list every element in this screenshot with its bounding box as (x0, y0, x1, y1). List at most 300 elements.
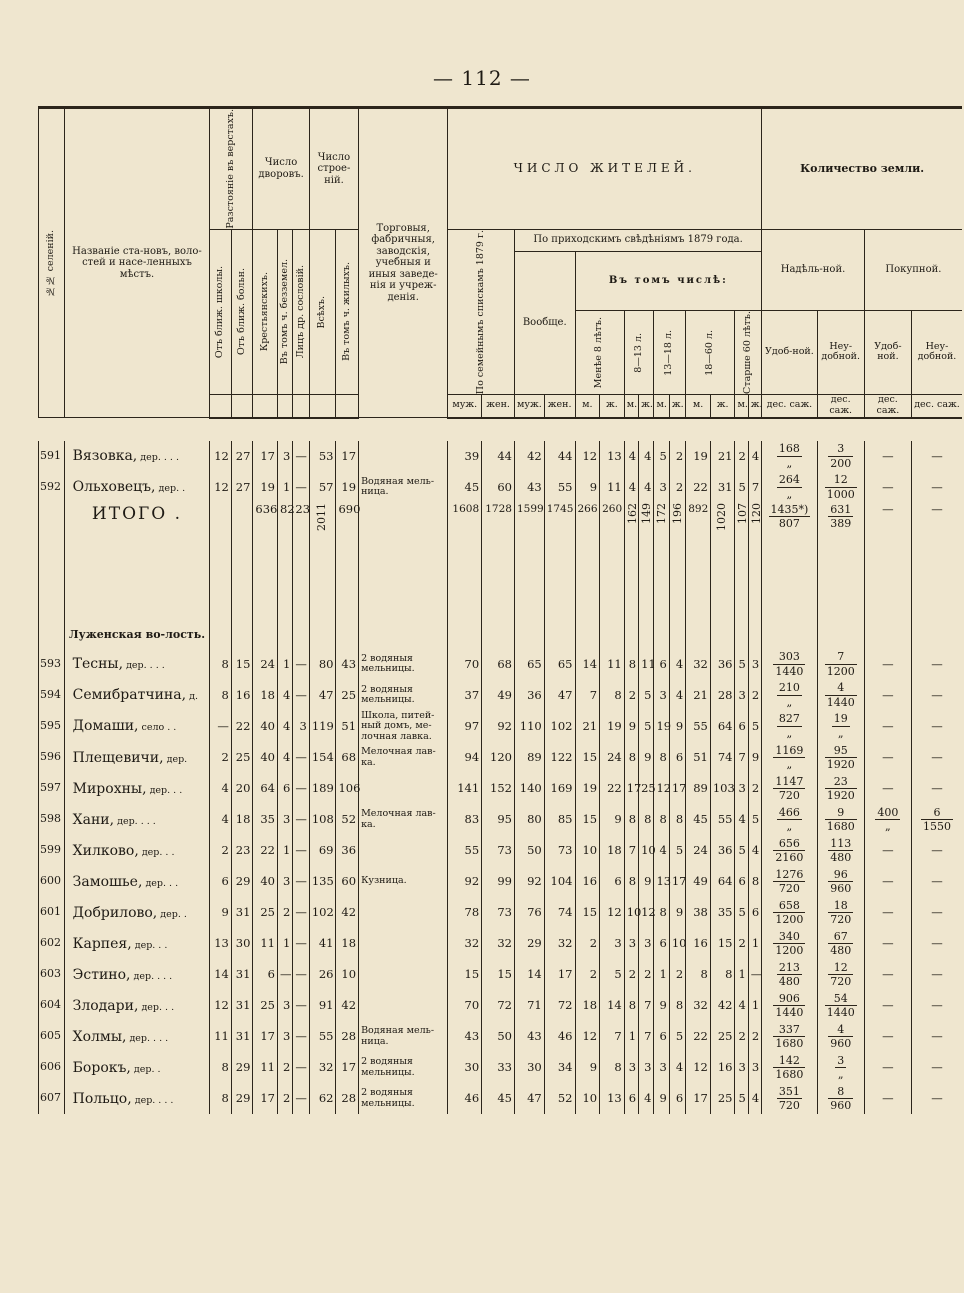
cell-yl (278, 503, 293, 571)
cell-value: 4 (751, 1090, 760, 1105)
land-fraction (773, 1023, 805, 1050)
cell-value: 19 (693, 448, 708, 463)
cell-value: 19 (260, 479, 275, 494)
cell-a1m (575, 711, 600, 742)
cell-value: 14 (214, 966, 229, 981)
cell-a2m (624, 503, 638, 571)
land-desiatins: 54 (825, 992, 857, 1006)
land-fraction (828, 442, 853, 469)
cell-value: 85 (557, 811, 573, 826)
cell-br (336, 897, 359, 928)
empty-cell (278, 571, 293, 649)
cell-a3m (654, 928, 669, 959)
cell-yl (278, 742, 293, 773)
cell-value: 1599 (516, 502, 544, 515)
unit-label: ж. (748, 394, 761, 417)
cell-value: 3 (659, 1059, 667, 1074)
cell-value: 11 (641, 656, 656, 671)
cell-a2m (624, 835, 638, 866)
empty-cell (639, 571, 654, 649)
cell-a1m (575, 928, 600, 959)
unit-label: ж. (600, 394, 625, 417)
cell-a1m (575, 1021, 600, 1052)
cell-value: 6 (659, 935, 667, 950)
cell-a5f (748, 773, 761, 804)
land-fraction (777, 1085, 802, 1112)
cell-value: 8 (221, 1059, 229, 1074)
cell-a1m (575, 503, 600, 571)
cell-value: 196 (670, 502, 684, 524)
land-sazhens: 1000 (826, 487, 855, 501)
cell-a1m (575, 441, 600, 472)
land-sazhens: 1440 (775, 1005, 804, 1019)
cell-a1f (600, 1083, 625, 1114)
cell-value: 29 (235, 1059, 251, 1074)
settlement-name (64, 897, 210, 928)
col-buildings-all: Всѣхъ. (309, 229, 336, 394)
col-including: Въ томъ числѣ: (575, 251, 762, 310)
settlement-number-text: 591 (40, 448, 61, 462)
cell-value: 9 (644, 749, 652, 764)
col-distance-school: Отъ ближ. школы. (210, 229, 232, 394)
cell-value: 18 (235, 811, 251, 826)
cell-value: 2 (283, 904, 291, 919)
cell-value: 15 (582, 904, 598, 919)
establishments-text: Кузница. (361, 875, 407, 887)
cell-value: 7 (751, 479, 760, 494)
cell-a1f (600, 742, 625, 773)
cell-value: 31 (235, 966, 251, 981)
settlement-name-text: Борокъ, (72, 1059, 131, 1076)
cell-value: — (295, 842, 307, 857)
cell-value: 107 (736, 502, 750, 524)
cell-value: 690 (338, 501, 361, 516)
table-row (39, 804, 963, 835)
settlement-name (64, 773, 210, 804)
cell-yp (253, 773, 278, 804)
cell-yp (253, 928, 278, 959)
cell-a3m (654, 959, 669, 990)
land-desiatins: 1147 (775, 774, 804, 788)
table-row (39, 866, 963, 897)
cell-ba (309, 897, 336, 928)
cell-value: 25 (341, 687, 357, 702)
land-desiatins: 827 (778, 712, 800, 726)
cell-value: 62 (318, 1090, 334, 1105)
cell-value: 9 (589, 1059, 598, 1074)
cell-value: 3 (283, 997, 291, 1012)
cell-value: 2 (738, 448, 746, 463)
cell-value: 6 (675, 749, 684, 764)
settlement-name-text: Польцо, (72, 1090, 132, 1107)
cell-value: 152 (490, 780, 512, 795)
cell-a3f (669, 959, 685, 990)
establishments-cell (359, 441, 448, 472)
cell-value: 20 (235, 780, 251, 795)
cell-value: 16 (235, 687, 251, 702)
land-cell (911, 1083, 962, 1114)
cell-value: 4 (751, 448, 760, 463)
cell-value: 8 (614, 687, 622, 702)
establishments-cell (359, 897, 448, 928)
cell-a5f (748, 928, 761, 959)
cell-ff (482, 649, 515, 680)
land-fraction (828, 837, 853, 864)
land-desiatins: 7 (825, 650, 857, 664)
land-value: — (882, 966, 894, 981)
cell-yl (278, 680, 293, 711)
cell-value: 8 (628, 997, 637, 1012)
land-sazhens: „ (786, 757, 793, 771)
land-fraction (825, 806, 857, 833)
land-desiatins: 466 (778, 805, 800, 819)
cell-fm (448, 835, 482, 866)
land-cell (864, 472, 911, 503)
cell-tf (544, 649, 575, 680)
cell-a4f (710, 835, 735, 866)
cell-value: 11 (607, 479, 622, 494)
cell-yl (278, 990, 293, 1021)
cell-a1f (600, 711, 625, 742)
unit-label: дес. саж. (762, 394, 817, 417)
cell-a5f (748, 1052, 761, 1083)
land-cell (864, 503, 911, 571)
land-cell (911, 649, 962, 680)
cell-value: 29 (527, 935, 542, 950)
cell-value: 22 (693, 479, 708, 494)
cell-yl (278, 866, 293, 897)
settlement-type: село . . (141, 722, 177, 734)
land-cell (911, 866, 962, 897)
land-cell (762, 649, 817, 680)
cell-value: 3 (628, 935, 637, 950)
land-value: — (931, 1059, 943, 1074)
cell-a5m (735, 928, 748, 959)
cell-yo (293, 503, 309, 571)
cell-value: 36 (717, 656, 733, 671)
land-sazhens: 960 (830, 1098, 852, 1112)
table-row (39, 1052, 963, 1083)
cell-a5m (735, 1052, 748, 1083)
land-cell (864, 711, 911, 742)
table-row (39, 773, 963, 804)
cell-yo (293, 680, 309, 711)
cell-a1f (600, 441, 625, 472)
land-cell (817, 441, 864, 472)
cell-yp (253, 649, 278, 680)
empty-cell (359, 571, 448, 649)
land-sazhens: 960 (830, 881, 852, 895)
establishments-cell (359, 503, 448, 571)
land-value: — (931, 997, 943, 1012)
cell-value: 33 (497, 1059, 512, 1074)
cell-dh (231, 804, 253, 835)
table-row (39, 649, 963, 680)
cell-value: 1 (283, 479, 291, 494)
land-desiatins: 400 (877, 805, 899, 819)
cell-a5m (735, 503, 748, 571)
cell-yp (253, 959, 278, 990)
land-fraction (773, 650, 805, 677)
cell-a5f (748, 742, 761, 773)
cell-value: 31 (235, 1028, 251, 1043)
cell-value: 72 (497, 997, 512, 1012)
land-sazhens: 1200 (775, 943, 804, 957)
cell-value: 57 (318, 479, 334, 494)
cell-a2m (624, 866, 638, 897)
land-sazhens: 1440 (826, 1005, 855, 1019)
land-cell (817, 866, 864, 897)
land-cell (911, 1021, 962, 1052)
cell-value: — (295, 780, 307, 795)
cell-value: 21 (693, 687, 708, 702)
cell-a3f (669, 773, 685, 804)
settlement-number-text: 597 (40, 781, 61, 795)
col-purchased-nonarable: Неу-добной. (911, 310, 962, 394)
land-value: — (882, 718, 894, 733)
cell-tf (544, 866, 575, 897)
cell-a3m (654, 804, 669, 835)
cell-a2m (624, 649, 638, 680)
land-fraction (777, 442, 802, 469)
cell-value: 3 (644, 1059, 652, 1074)
cell-value: 43 (527, 479, 542, 494)
empty-cell (600, 571, 625, 649)
cell-ff (482, 711, 515, 742)
land-value: — (882, 501, 894, 516)
cell-value: 9 (659, 997, 667, 1012)
col-age-18-60: 18—60 л. (686, 310, 735, 394)
cell-br (336, 1083, 359, 1114)
total-label-text: ИТОГО . (91, 503, 183, 524)
land-cell (762, 928, 817, 959)
cell-value: 25 (235, 749, 251, 764)
cell-tf (544, 1052, 575, 1083)
cell-value: 36 (717, 842, 733, 857)
land-cell (911, 472, 962, 503)
cell-value: 31 (235, 904, 251, 919)
cell-value: 51 (341, 718, 357, 733)
establishments-cell (359, 1052, 448, 1083)
cell-value: 10 (582, 1090, 598, 1105)
cell-tf (544, 959, 575, 990)
cell-a5m (735, 866, 748, 897)
cell-tm (514, 1052, 544, 1083)
cell-a1m (575, 804, 600, 835)
land-fraction (773, 744, 805, 771)
cell-dh (231, 742, 253, 773)
cell-value: 4 (659, 842, 667, 857)
establishments-text: 2 водяныя мельницы. (361, 1056, 415, 1078)
cell-ds (210, 649, 232, 680)
cell-a4f (710, 742, 735, 773)
cell-ds (210, 1052, 232, 1083)
cell-value: 38 (693, 904, 708, 919)
cell-a5f (748, 866, 761, 897)
cell-value: 892 (688, 502, 709, 515)
cell-value: 16 (717, 1059, 733, 1074)
land-sazhens: 480 (830, 850, 852, 864)
cell-value: 8 (628, 811, 637, 826)
cell-value: 83 (464, 811, 480, 826)
cell-a3f (669, 804, 685, 835)
establishments-cell (359, 742, 448, 773)
land-cell (911, 503, 962, 571)
cell-a4f (710, 1052, 735, 1083)
cell-a1f (600, 866, 625, 897)
cell-a5m (735, 711, 748, 742)
cell-dh (231, 711, 253, 742)
cell-value: 65 (527, 656, 542, 671)
settlement-number (39, 835, 65, 866)
settlement-name-text: Мирохны, (72, 780, 147, 797)
empty-cell (231, 571, 253, 649)
settlement-number-text: 600 (40, 874, 61, 888)
cell-value: 3 (283, 1028, 291, 1043)
cell-value: 95 (497, 811, 512, 826)
settlement-number (39, 472, 65, 503)
cell-a5f (748, 472, 761, 503)
cell-a1m (575, 773, 600, 804)
land-sazhens: 720 (830, 912, 852, 926)
settlement-number (39, 866, 65, 897)
cell-value: 162 (625, 502, 639, 524)
cell-value: 8 (659, 904, 667, 919)
cell-value: 12 (582, 448, 598, 463)
cell-value: — (295, 1090, 307, 1105)
cell-value: 22 (260, 842, 275, 857)
cell-value: 4 (675, 1059, 684, 1074)
unit-label: дес. саж. (817, 394, 864, 417)
cell-tm (514, 1083, 544, 1114)
cell-a5f (748, 897, 761, 928)
cell-value: 44 (497, 448, 512, 463)
empty-cell (624, 571, 638, 649)
cell-br (336, 742, 359, 773)
cell-a3m (654, 711, 672, 742)
cell-value: 6 (614, 873, 622, 888)
cell-value: 19 (656, 718, 672, 733)
cell-a2f (639, 742, 654, 773)
land-cell (762, 472, 817, 503)
cell-ff (482, 866, 515, 897)
cell-ba (309, 742, 336, 773)
land-cell (762, 441, 817, 472)
cell-yl (278, 928, 293, 959)
cell-value: 2 (751, 1028, 760, 1043)
cell-a2m (624, 680, 638, 711)
cell-a3f (669, 866, 685, 897)
cell-ds (210, 990, 232, 1021)
col-parish-info: По приходскимъ свѣдѣніямъ 1879 года. (514, 229, 761, 251)
cell-fm (448, 680, 482, 711)
cell-a2m (624, 1052, 638, 1083)
settlement-type: дер. (166, 753, 188, 765)
cell-value: 49 (693, 873, 708, 888)
cell-value: 18 (582, 997, 598, 1012)
cell-value: 16 (582, 873, 598, 888)
land-sazhens: „ (786, 487, 793, 501)
table-row (39, 835, 963, 866)
cell-a3m (654, 773, 672, 804)
cell-value: 7 (589, 687, 598, 702)
cell-ff (482, 472, 515, 503)
settlement-number (39, 649, 65, 680)
cell-value: 9 (644, 873, 652, 888)
settlement-name-text: Добрилово, (72, 904, 158, 921)
col-age-gt60: Старше 60 лѣтъ. (735, 310, 762, 394)
land-value: — (931, 904, 943, 919)
land-value: — (882, 687, 894, 702)
cell-value: 99 (497, 873, 512, 888)
cell-value: 55 (557, 479, 573, 494)
settlement-name-text: Тесны, (72, 656, 124, 673)
settlement-number (39, 897, 65, 928)
land-sazhens: 720 (778, 881, 800, 895)
cell-dh (231, 835, 253, 866)
cell-fm (448, 866, 482, 897)
cell-value: 34 (557, 1059, 573, 1074)
cell-a4f (710, 928, 735, 959)
establishments-text: Водяная мель-ница. (361, 1025, 435, 1047)
land-value: — (882, 1028, 894, 1043)
cell-tm (514, 503, 544, 571)
cell-value: — (295, 687, 307, 702)
cell-value: 55 (717, 811, 733, 826)
cell-a1f (600, 680, 625, 711)
land-cell (864, 990, 911, 1021)
cell-yp (253, 1083, 278, 1114)
cell-value: 89 (527, 749, 542, 764)
cell-value: 8 (221, 656, 229, 671)
establishments-text: Мелочная лав-ка. (361, 746, 436, 768)
land-cell (911, 680, 962, 711)
cell-ff (482, 897, 515, 928)
unit-label: муж. (514, 394, 544, 417)
unit-label: м. (575, 394, 600, 417)
unit-label: ж. (639, 394, 654, 417)
cell-yl (278, 959, 293, 990)
cell-a3m (654, 1083, 669, 1114)
cell-tm (514, 990, 544, 1021)
cell-value: 30 (235, 935, 251, 950)
empty-cell (253, 571, 278, 649)
land-sazhens: 1680 (775, 1067, 804, 1081)
cell-a4m (686, 990, 711, 1021)
cell-yp (253, 742, 278, 773)
cell-value: — (280, 966, 292, 981)
land-cell (864, 897, 911, 928)
land-fraction (825, 650, 857, 677)
cell-tf (544, 1083, 575, 1114)
cell-fm (448, 959, 482, 990)
cell-value: 15 (582, 749, 598, 764)
cell-dh (231, 990, 253, 1021)
settlement-type: дер. . . (134, 939, 168, 951)
cell-a1f (600, 503, 625, 571)
cell-ff (482, 959, 515, 990)
land-cell (762, 773, 817, 804)
cell-ds (210, 1083, 232, 1114)
cell-value: 13 (607, 448, 622, 463)
land-desiatins: 23 (825, 775, 857, 789)
cell-tf (544, 804, 575, 835)
cell-tm (514, 804, 544, 835)
cell-value: 55 (693, 718, 708, 733)
cell-ff (482, 441, 515, 472)
establishments-text: 2 водяныя мельницы. (361, 683, 415, 706)
cell-tm (514, 897, 544, 928)
